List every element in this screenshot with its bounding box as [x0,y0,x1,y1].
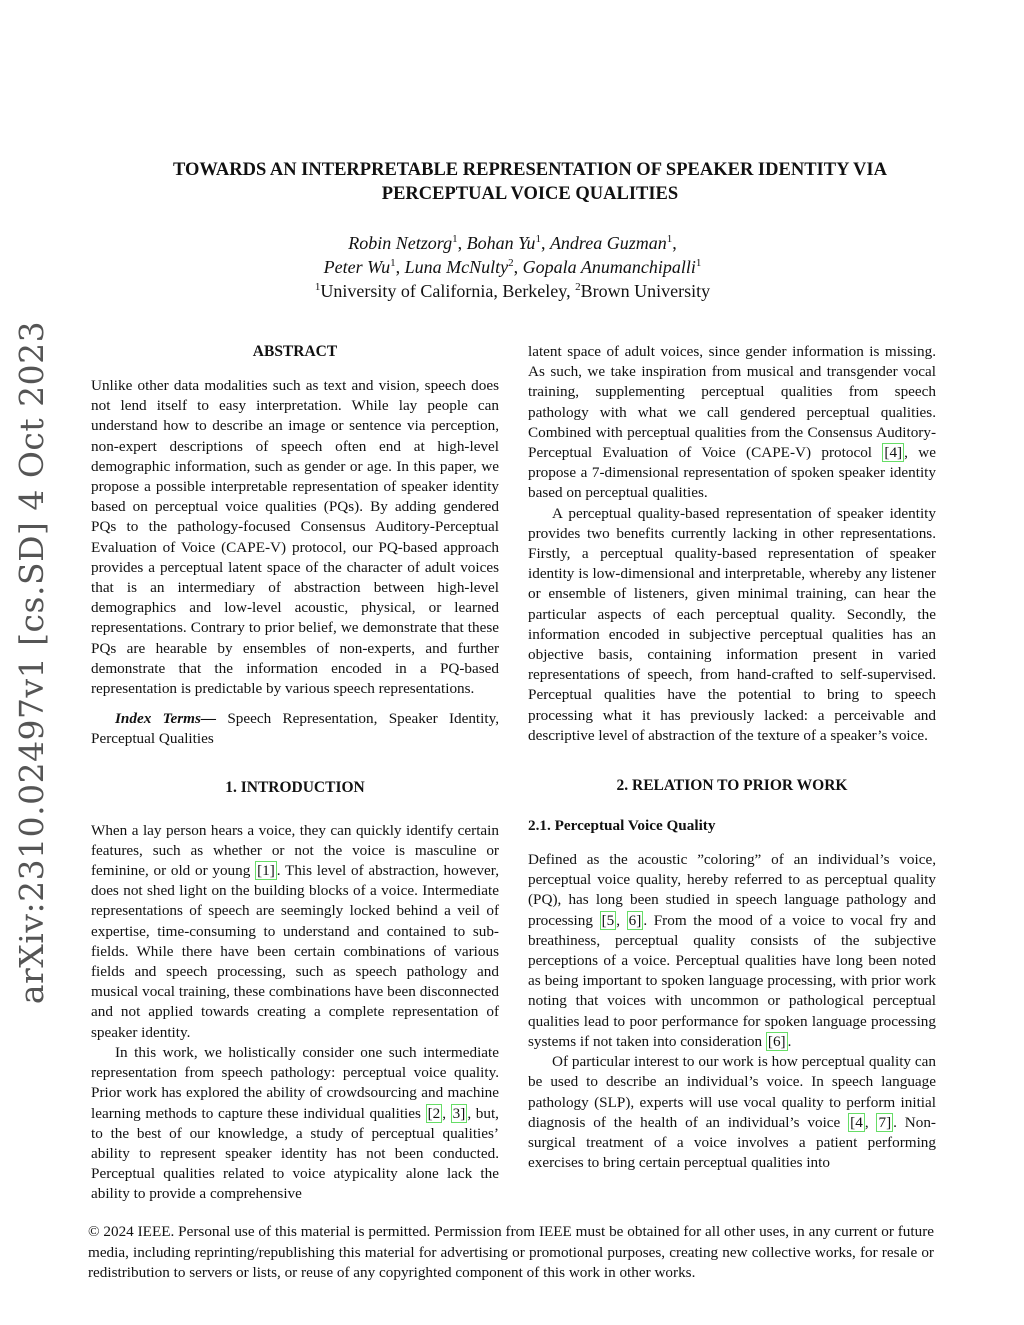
arxiv-stamp-text: arXiv:2310.02497v1 [cs.SD] 4 Oct 2023 [12,320,52,1005]
author-name: Andrea Guzman [549,233,667,253]
citation-link[interactable]: 6] [628,911,642,929]
arxiv-stamp [4,320,60,1005]
title-line-2: PERCEPTUAL VOICE QUALITIES [381,184,679,204]
right-paragraph-1: latent space of adult voices, since gender information is missing. As such, we take inspiration from musical and transgender vocal training, supplementing perceptual qualities from speech pathology with what we call gendered perceptual qualities. Combined with perceptual qualities from the Consensus Auditory-Perceptual Evaluation of Voice (CAPE-V) protocol [4] , we propose a 7-dimensional representation of spoken speaker identity based on perceptual qualities. [528,343,936,502]
index-terms-label: Index Terms— [115,710,217,728]
abstract-body: Unlike other data modalities such as text and vision, speech does not lend itself to easy interpretation. While lay people can understand how to describe an image or sentence via perception, non-expert descriptions of speech often end at high-level demographic information, such as gender or age. In this paper, we propose a possible interpretable representation of speaker identity based on perceptual voice qualities (PQs). By adding gendered PQs to the pathology-focused Consensus Auditory-Perceptual Evaluation of Voice (CAPE-V) protocol, our PQ-based approach provides a perceptual latent space of the character of adult voices that is an intermediary of abstraction between high-level demographics and low-level acoustic, physical, or learned representations. Contrary to prior belief, we demonstrate that these PQs are hearable by ensembles of non-experts, and further demonstrate that the information encoded in a PQ-based representation is predictable by various speech representations. [91,377,499,698]
author-name: Peter Wu [323,257,391,277]
intro-paragraph-1: When a lay person hears a voice, they can quickly identify certain features, such as whether or not the voice is masculine or feminine, or old or young [1] . This level of abstraction, however, does not shed light on the building blocks of a voice. Intermediate representations of speech are seemingly locked behind a veil of expertise, time-consuming to understand and contained to sub-fields. While there have been certain combinations of various fields and speech processing, such as speech pathology and musical vocal training, these combinations have been disconnected and not applied towards creating a complete representation of speaker identity. [91,821,499,1041]
author-name: Luna McNulty [404,257,509,277]
author-name: Robin Netzorg [348,233,453,253]
right-paragraph-2: A perceptual quality-based representation of speaker identity provides two benefits currently lacking in other representations. Firstly, a perceptual quality-based representation of speaker identity is low-dimensional and interpretable, whereby any listener or ensemble of listeners, given minimal training, can hear the particular aspects of each perceptual quality. Secondly, the information encoded in subjective perceptual qualities has an objective basis, containing information present in varied representations of speech, from hand-crafted to self-supervised. Perceptual qualities have the potential to bring to speech processing what it has previously lacked: a perceivable and descriptive level of abstraction of the texture of a speaker’s voice. [528,504,936,744]
citation-link[interactable]: [4 [850,1113,863,1131]
author-name: Bohan Yu [466,233,536,253]
index-terms [91,709,499,749]
citation-link[interactable]: 7] [878,1113,892,1131]
author-name: Gopala Anumanchipalli [522,257,696,277]
author-block [80,231,945,303]
left-column [91,342,499,1205]
citation-link[interactable]: [2 [427,1104,441,1122]
affiliation-line: $^1$University of California, Berkeley, $^2$Brown University [314,281,711,301]
subsection-2-1-heading: 2.1. Perceptual Voice Quality [528,817,716,835]
citation-link[interactable]: [5 [601,911,615,929]
affiliation-2: Brown University [580,281,711,301]
index-terms-text: Speech Representation, Speaker Identity, Perceptual Qualities [91,710,499,748]
right-paragraph-3: Defined as the acoustic ”coloring” of an individual’s voice, perceptual voice quality, hereby referred to as perceptual quality (PQ), has long been studied in speech language pathology and processing [5 , 6] . From the mood of a voice to vocal fry and breathiness, perceptual quality consists of the subjective perceptions of a voice. Perceptual qualities have long been noted as being important to spoken language processing, with prior work noting that voices with uncommon or pathological perceptual qualities lead to poor performance for spoken language processing systems if not taken into consideration [6] . [528,851,936,1050]
paper-title [80,158,980,206]
right-column [528,342,936,1173]
section-2-heading: 2. RELATION TO PRIOR WORK [616,777,848,795]
abstract-heading: ABSTRACT [252,343,338,360]
author-line-2: Peter Wu$^1$, Luna McNulty$^2$, Gopala Anumanchipalli$^1$ [323,257,702,277]
affiliation-1: University of California, Berkeley, [320,281,576,301]
copyright-footer: © 2024 IEEE. Personal use of this material is permitted. Permission from IEEE must be obtained for all other uses, in any current or future media, including reprinting/republishing this material for advertising or promotional purposes, creating new collective works, for resale or redistribution to servers or lists, or reuse of any copyrighted component of this work in other works. [88,1223,934,1281]
intro-paragraph-2: In this work, we holistically consider one such intermediate representation from speech pathology: perceptual voice quality. Prior work has explored the ability of crowdsourcing and machine learning methods to capture these individual qualities [2 , 3] , but, to the best of our knowledge, a study of perceptual qualities’ ability to represent speaker identity has not been conducted. Perceptual qualities related to voice atypicality alone lack the ability to provide a comprehensive [91,1043,499,1203]
citation-link[interactable]: [4] [884,444,903,462]
citation-link[interactable]: [6] [767,1032,786,1050]
intro-heading: 1. INTRODUCTION [225,778,365,796]
citation-link[interactable]: 3] [452,1104,466,1122]
title-line-1: TOWARDS AN INTERPRETABLE REPRESENTATION OF SPEAKER IDENTITY VIA [173,160,887,180]
right-paragraph-4: Of particular interest to our work is how perceptual quality can be used to describe an individual’s voice. In speech language pathology (SLP), experts will use vocal quality to perform initial diagnosis of the health of an individual’s voice [4 , 7] . Non-surgical treatment of a voice involves a patient performing exercises to bring certain perceptual qualities into [528,1053,936,1172]
citation-link[interactable]: [1] [257,862,275,880]
author-line-1: Robin Netzorg$^1$, Bohan Yu$^1$, Andrea Guzman$^1$, [348,233,677,253]
